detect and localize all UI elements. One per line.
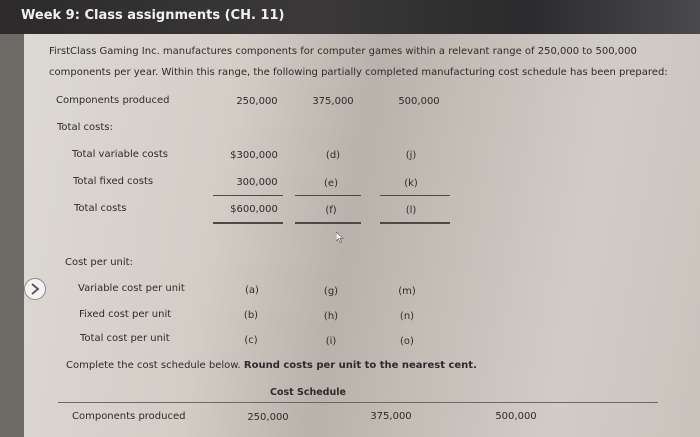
cost-schedule-heading: Cost Schedule	[270, 387, 346, 398]
total-unit-250000: (c)	[244, 335, 258, 346]
answer-col-250000: 250,000	[247, 412, 289, 423]
components-produced-label: Components produced	[56, 95, 170, 106]
answer-components-produced-label: Components produced	[72, 411, 186, 422]
total-cost-250000: $600,000	[230, 204, 278, 215]
total-rule-250000	[213, 222, 283, 224]
mouse-cursor-icon	[336, 232, 344, 243]
fixed-unit-250000: (b)	[243, 310, 259, 321]
var-unit-375000: (g)	[323, 286, 339, 297]
total-costs-label: Total costs:	[57, 122, 113, 133]
subtotal-rule-375000	[295, 195, 361, 196]
variable-cost-per-unit-label: Variable cost per unit	[78, 283, 185, 294]
fixed-cost-500000: (k)	[404, 178, 418, 189]
answer-table-top-rule	[58, 402, 658, 403]
instruction-prefix: Complete the cost schedule below.	[66, 360, 244, 371]
chevron-right-icon	[30, 283, 40, 295]
total-cost-500000: (l)	[405, 205, 417, 216]
title-bar	[0, 0, 700, 34]
variable-cost-250000: $300,000	[230, 150, 278, 161]
answer-col-375000: 375,000	[370, 411, 412, 422]
answer-col-500000: 500,000	[495, 411, 537, 422]
intro-line-1: FirstClass Gaming Inc. manufactures components for computer games within a relevant range of 250,000 to 500,000	[49, 46, 637, 57]
fixed-cost-375000: (e)	[324, 178, 338, 189]
expand-arrow-button[interactable]	[24, 278, 46, 300]
total-unit-375000: (i)	[325, 336, 337, 347]
cost-per-unit-label: Cost per unit:	[65, 257, 133, 268]
variable-cost-500000: (j)	[405, 150, 417, 161]
subtotal-rule-500000	[380, 195, 450, 196]
col-header-375000: 375,000	[312, 96, 354, 107]
intro-line-2: components per year. Within this range, the following partially completed manufacturing cost schedule has been prepared:	[49, 67, 668, 78]
var-unit-250000: (a)	[245, 285, 259, 296]
instruction-text	[66, 360, 477, 371]
fixed-unit-375000: (h)	[323, 311, 339, 322]
total-rule-375000	[295, 222, 361, 224]
subtotal-rule-250000	[213, 195, 283, 196]
total-variable-costs-label: Total variable costs	[72, 149, 169, 160]
fixed-cost-per-unit-label: Fixed cost per unit	[79, 309, 172, 320]
col-header-500000: 500,000	[398, 96, 440, 107]
total-fixed-costs-label: Total fixed costs	[73, 176, 154, 187]
total-cost-per-unit-label: Total cost per unit	[80, 333, 170, 344]
total-rule-500000	[380, 222, 450, 224]
total-cost-375000: (f)	[325, 205, 337, 216]
col-header-250000: 250,000	[236, 96, 278, 107]
var-unit-500000: (m)	[398, 286, 416, 297]
variable-cost-375000: (d)	[325, 150, 341, 161]
total-unit-500000: (o)	[400, 336, 414, 347]
total-costs-row-label: Total costs	[74, 203, 127, 214]
fixed-unit-500000: (n)	[399, 311, 415, 322]
fixed-cost-250000: 300,000	[236, 177, 278, 188]
instruction-rounding: Round costs per unit to the nearest cent.	[243, 360, 477, 371]
page-title: Week 9: Class assignments (CH. 11)	[21, 8, 285, 23]
